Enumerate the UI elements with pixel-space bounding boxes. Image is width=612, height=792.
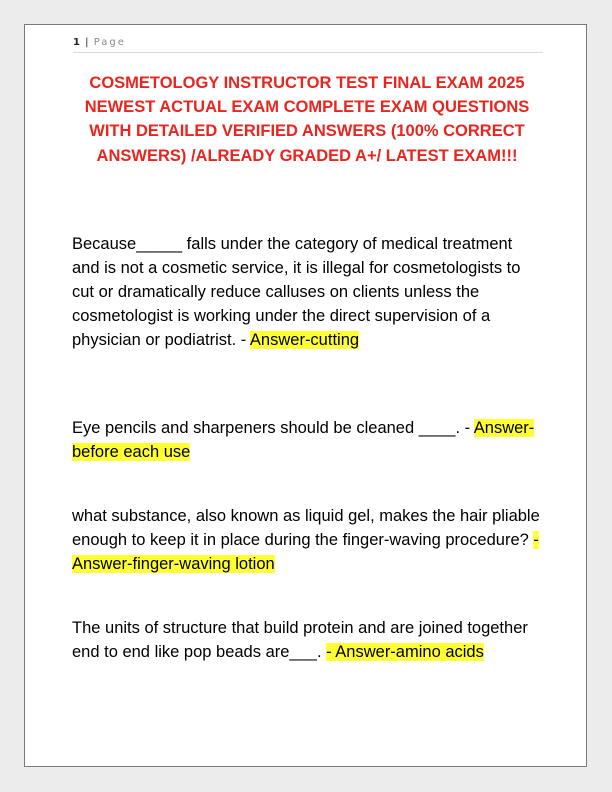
- question-text: Because_____ falls under the category of medical treatment and is not a cosmetic service, it is illegal for cosmetologists to cut or dramatically reduce calluses on clients unless the cosmetologist is working under the direct supervision of a physician or podiatrist. -: [72, 235, 521, 349]
- answer-text: Answer-before each use: [72, 419, 535, 461]
- document-page: [24, 24, 587, 767]
- answer-text: Answer-cutting: [249, 331, 360, 349]
- page-label: Page: [93, 37, 126, 48]
- document-title: COSMETOLOGY INSTRUCTOR TEST FINAL EXAM 2025 NEWEST ACTUAL EXAM COMPLETE EXAM QUESTIONS WITH DETAILED VERIFIED ANSWERS (100% CORRECT ANSWERS) /ALREADY GRADED A+/ LATEST EXAM!!!: [84, 74, 530, 165]
- question-text: what substance, also known as liquid gel, makes the hair pliable enough to keep it in place during the finger-waving procedure?: [72, 507, 540, 549]
- qa-item-1: [72, 232, 542, 352]
- page-header: [73, 37, 543, 53]
- qa-item-4: [72, 616, 542, 664]
- page-number: 1: [73, 37, 80, 48]
- question-text: The units of structure that build protein and are joined together end to end like pop beads are___.: [72, 619, 528, 661]
- qa-item-3: [72, 504, 542, 576]
- answer-text: - Answer-amino acids: [326, 643, 484, 661]
- answer-text: - Answer-finger-waving lotion: [72, 531, 539, 573]
- qa-item-2: [72, 416, 542, 464]
- page-separator: |: [85, 37, 89, 48]
- question-text: Eye pencils and sharpeners should be cleaned ____. -: [72, 419, 474, 437]
